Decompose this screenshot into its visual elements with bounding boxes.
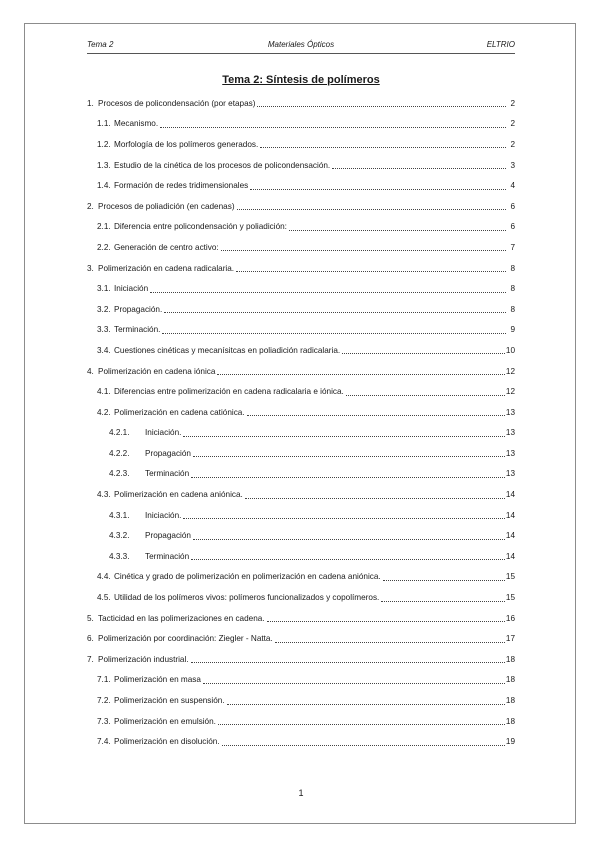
toc-entry-number: 2.2. — [97, 242, 111, 252]
toc-dot-leader — [260, 138, 506, 148]
toc-dot-leader — [203, 674, 505, 684]
toc-entry-label: Terminación — [145, 469, 190, 479]
toc-entry[interactable] — [87, 608, 515, 629]
toc-dot-leader — [217, 365, 504, 375]
toc-entry-number: 1. — [87, 98, 94, 108]
toc-entry[interactable] — [87, 299, 515, 320]
toc-entry[interactable] — [87, 361, 515, 382]
document-title: Tema 2: Síntesis de polímeros — [222, 74, 380, 86]
toc-entry-page: 12 — [505, 387, 515, 397]
toc-entry-number: 1.2. — [97, 139, 111, 149]
toc-entry-number: 4.4. — [97, 572, 111, 582]
toc-entry-number: 3.2. — [97, 304, 111, 314]
toc-dot-leader — [332, 159, 506, 169]
toc-dot-leader — [247, 406, 505, 416]
toc-entry-number: 4.2.2. — [109, 448, 130, 458]
toc-entry-page: 18 — [505, 696, 515, 706]
toc-entry-page: 8 — [510, 284, 515, 294]
toc-entry-page: 8 — [510, 263, 515, 273]
toc-entry-label: Polimerización en cadena catiónica. — [114, 407, 245, 417]
toc-entry-label: Terminación. — [114, 325, 161, 335]
toc-entry-page: 15 — [505, 572, 515, 582]
toc-entry-number: 7.3. — [97, 716, 111, 726]
toc-entry-number: 4.3.3. — [109, 551, 130, 561]
toc-entry-page: 14 — [505, 551, 515, 561]
toc-entry-number: 4.3.2. — [109, 531, 130, 541]
toc-entry-number: 4.2.3. — [109, 469, 130, 479]
toc-entry[interactable] — [87, 649, 515, 670]
toc-entry[interactable] — [87, 546, 515, 567]
toc-dot-leader — [250, 180, 506, 190]
toc-entry-page: 18 — [505, 654, 515, 664]
toc-entry[interactable] — [87, 278, 515, 299]
toc-entry-number: 4.1. — [97, 387, 111, 397]
toc-dot-leader — [227, 695, 505, 705]
toc-entry-page: 17 — [505, 634, 515, 644]
toc-dot-leader — [160, 118, 506, 128]
toc-entry-label: Cinética y grado de polimerización en polimerización en cadena aniónica. — [114, 572, 381, 582]
toc-dot-leader — [289, 221, 506, 231]
toc-dot-leader — [267, 612, 505, 622]
toc-entry-label: Estudio de la cinética de los procesos de policondensación. — [114, 160, 331, 170]
toc-entry-label: Polimerización en disolución. — [114, 737, 220, 747]
toc-entry-page: 14 — [505, 490, 515, 500]
toc-entry-label: Diferencia entre policondensación y poliadición: — [114, 222, 287, 232]
toc-entry-label: Propagación — [145, 531, 191, 541]
toc-dot-leader — [346, 386, 505, 396]
toc-entry-page: 12 — [505, 366, 515, 376]
toc-entry-number: 1.1. — [97, 119, 111, 129]
toc-entry-number: 4.3.1. — [109, 510, 130, 520]
toc-entry-page: 19 — [505, 737, 515, 747]
toc-dot-leader — [342, 344, 505, 354]
toc-entry-page: 2 — [510, 119, 515, 129]
toc-entry-page: 18 — [505, 675, 515, 685]
toc-dot-leader — [193, 530, 505, 540]
toc-entry-number: 4. — [87, 366, 94, 376]
toc-entry-page: 14 — [505, 531, 515, 541]
toc-dot-leader — [236, 262, 506, 272]
toc-entry-page: 18 — [505, 716, 515, 726]
toc-entry[interactable] — [87, 711, 515, 732]
toc-entry-page: 8 — [510, 304, 515, 314]
toc-entry[interactable] — [87, 237, 515, 258]
toc-entry-number: 3.3. — [97, 325, 111, 335]
toc-entry[interactable] — [87, 196, 515, 217]
toc-entry-label: Procesos de poliadición (en cadenas) — [98, 201, 235, 211]
toc-entry[interactable] — [87, 134, 515, 155]
toc-entry-label: Polimerización en cadena radicalaria. — [98, 263, 235, 273]
toc-dot-leader — [191, 653, 505, 663]
toc-entry-page: 10 — [505, 345, 515, 355]
toc-entry-number: 4.5. — [97, 593, 111, 603]
toc-entry-label: Diferencias entre polimerización en cadena radicalaria e iónica. — [114, 387, 344, 397]
toc-entry-number: 1.4. — [97, 181, 111, 191]
toc-entry-label: Iniciación. — [145, 510, 182, 520]
header-center-text: Materiales Ópticos — [267, 40, 335, 49]
toc-dot-leader — [383, 571, 505, 581]
toc-entry-number: 2. — [87, 201, 94, 211]
toc-entry-number: 1.3. — [97, 160, 111, 170]
toc-entry-label: Polimerización en emulsión. — [114, 716, 216, 726]
toc-entry[interactable] — [87, 381, 515, 402]
toc-entry-label: Utilidad de los polímeros vivos: polímeros funcionalizados y copolímeros. — [114, 593, 380, 603]
toc-dot-leader — [164, 303, 506, 313]
toc-entry[interactable] — [87, 587, 515, 608]
toc-entry-page: 4 — [510, 181, 515, 191]
toc-dot-leader — [218, 715, 505, 725]
toc-dot-leader — [191, 550, 505, 560]
toc-entry[interactable] — [87, 567, 515, 588]
toc-entry-label: Generación de centro activo: — [114, 242, 219, 252]
toc-entry-number: 5. — [87, 613, 94, 623]
toc-entry-page: 13 — [505, 428, 515, 438]
toc-entry-number: 6. — [87, 634, 94, 644]
toc-entry-label: Formación de redes tridimensionales — [114, 181, 249, 191]
toc-entry-page: 7 — [510, 242, 515, 252]
toc-entry-label: Iniciación — [114, 284, 149, 294]
toc-dot-leader — [257, 97, 506, 107]
toc-entry[interactable] — [87, 464, 515, 485]
page-header — [87, 39, 515, 54]
toc-entry-label: Polimerización industrial. — [98, 654, 189, 664]
toc-dot-leader — [275, 633, 505, 643]
toc-entry-number: 7.4. — [97, 737, 111, 747]
toc-entry[interactable] — [87, 114, 515, 135]
toc-entry-page: 13 — [505, 469, 515, 479]
toc-entry-number: 3. — [87, 263, 94, 273]
toc-entry[interactable] — [87, 217, 515, 238]
toc-dot-leader — [193, 447, 505, 457]
toc-entry-page: 6 — [510, 222, 515, 232]
header-left-text: Tema 2 — [87, 40, 114, 49]
toc-entry-page: 15 — [505, 593, 515, 603]
toc-entry[interactable] — [87, 258, 515, 279]
toc-dot-leader — [162, 324, 506, 334]
toc-entry-number: 4.2.1. — [109, 428, 130, 438]
toc-entry-number: 7.2. — [97, 696, 111, 706]
toc-entry-number: 4.2. — [97, 407, 111, 417]
toc-entry[interactable] — [87, 670, 515, 691]
toc-entry-label: Terminación — [145, 551, 190, 561]
toc-entry-page: 2 — [510, 98, 515, 108]
toc-entry-label: Procesos de policondensación (por etapas) — [98, 98, 256, 108]
toc-entry-page: 14 — [505, 510, 515, 520]
toc-entry-label: Mecanismo. — [114, 119, 159, 129]
toc-entry-number: 7.1. — [97, 675, 111, 685]
toc-entry-page: 16 — [505, 613, 515, 623]
toc-dot-leader — [150, 283, 506, 293]
toc-entry[interactable] — [87, 402, 515, 423]
toc-entry[interactable] — [87, 443, 515, 464]
toc-entry[interactable] — [87, 525, 515, 546]
toc-entry[interactable] — [87, 484, 515, 505]
toc-entry[interactable] — [87, 423, 515, 444]
page-number: 1 — [298, 788, 304, 798]
toc-dot-leader — [237, 200, 506, 210]
toc-entry-number: 3.1. — [97, 284, 111, 294]
toc-entry-label: Tacticidad en las polimerizaciones en cadena. — [98, 613, 265, 623]
toc-entry-number: 3.4. — [97, 345, 111, 355]
header-right-text: ELTRIO — [486, 40, 515, 49]
toc-entry[interactable] — [87, 628, 515, 649]
toc-entry-label: Iniciación. — [145, 428, 182, 438]
toc-dot-leader — [222, 736, 505, 746]
table-of-contents — [87, 93, 515, 752]
toc-entry[interactable] — [87, 731, 515, 752]
toc-entry[interactable] — [87, 155, 515, 176]
toc-entry-label: Propagación. — [114, 304, 163, 314]
toc-dot-leader — [183, 427, 504, 437]
toc-entry-number: 7. — [87, 654, 94, 664]
toc-entry[interactable] — [87, 505, 515, 526]
toc-entry-label: Polimerización en cadena iónica — [98, 366, 216, 376]
toc-entry-page: 13 — [505, 448, 515, 458]
toc-entry-label: Polimerización por coordinación: Ziegler - Natta. — [98, 634, 273, 644]
toc-entry[interactable] — [87, 690, 515, 711]
toc-entry-page: 2 — [510, 139, 515, 149]
toc-entry-page: 13 — [505, 407, 515, 417]
toc-entry[interactable] — [87, 340, 515, 361]
toc-entry-page: 9 — [510, 325, 515, 335]
toc-entry-label: Cuestiones cinéticas y mecanísitcas en poliadición radicalaria. — [114, 345, 341, 355]
toc-entry-label: Polimerización en suspensión. — [114, 696, 225, 706]
toc-dot-leader — [191, 468, 505, 478]
toc-entry-label: Polimerización en cadena aniónica. — [114, 490, 243, 500]
toc-entry-page: 3 — [510, 160, 515, 170]
toc-dot-leader — [221, 241, 506, 251]
toc-entry[interactable] — [87, 320, 515, 341]
toc-entry-label: Propagación — [145, 448, 191, 458]
toc-dot-leader — [183, 509, 504, 519]
toc-entry-number: 2.1. — [97, 222, 111, 232]
toc-dot-leader — [245, 489, 505, 499]
toc-entry-number: 4.3. — [97, 490, 111, 500]
document-page — [24, 23, 576, 824]
toc-entry-page: 6 — [510, 201, 515, 211]
toc-dot-leader — [381, 592, 505, 602]
toc-entry[interactable] — [87, 93, 515, 114]
toc-entry-label: Polimerización en masa — [114, 675, 201, 685]
toc-entry[interactable] — [87, 175, 515, 196]
toc-entry-label: Morfología de los polímeros generados. — [114, 139, 259, 149]
